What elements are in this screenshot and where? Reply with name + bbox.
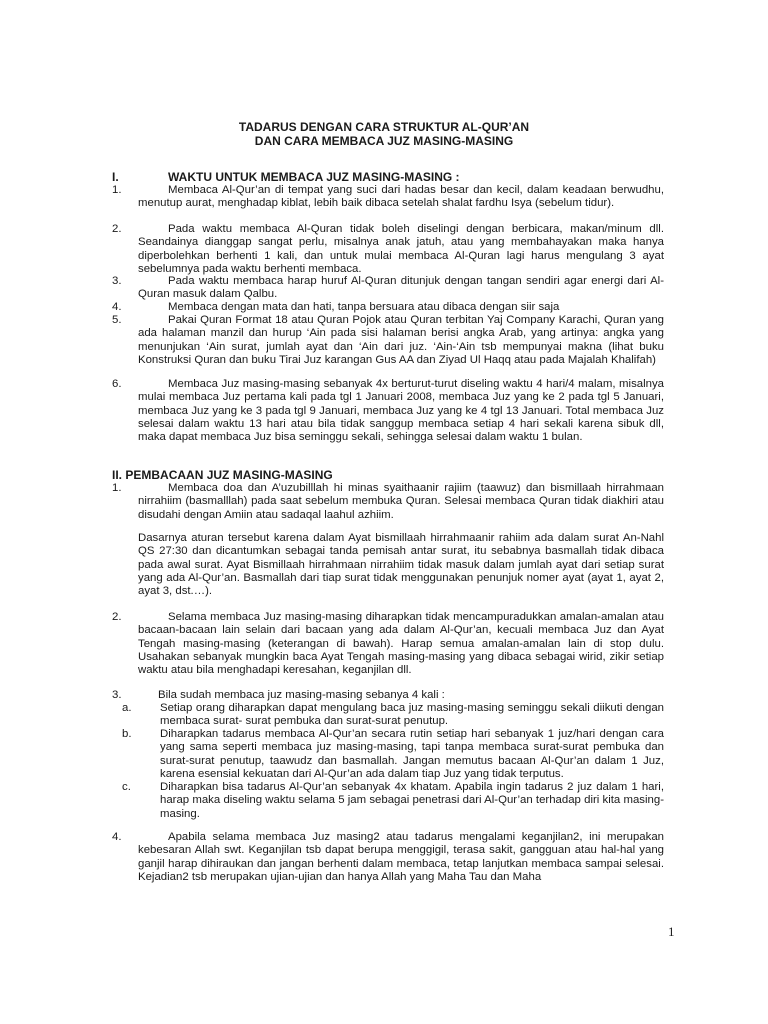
- section-2-item-3: [112, 689, 664, 702]
- section-2-heading: [112, 468, 333, 482]
- sub-item-text: Setiap orang diharapkan dapat mengulang baca juz masing-masing seminggu sekali diikuti dengan membaca surat- surat pembuka dan surat-surat penutup.: [160, 702, 664, 728]
- document-title-line-2: DAN CARA MEMBACA JUZ MASING-MASING: [254, 134, 514, 148]
- item-text: Bila sudah membaca juz masing-masing sebanya 4 kali :: [158, 689, 445, 701]
- sub-item-text: Diharapkan bisa tadarus Al-Qur’an sebanyak 4x khatam. Apabila ingin tadarus 2 juz dalam 1 hari, harap maka diseling waktu selama 5 jam sebagai penetrasi dari Al-Qur’an terhadap diri kita masing-masing.: [160, 781, 664, 820]
- item-number: 2.: [112, 611, 122, 623]
- item-text: Pakai Quran Format 18 atau Quran Pojok atau Quran terbitan Yaj Company Karachi, Quran yang ada halaman manzil dan hurup ‘Ain pada sisi halaman berisi angka Arab, yang artinya: angka yang menunjukan ‘Ain surat, jumlah ayat dan ‘Ain dari juz. ‘Ain-‘Ain tsb mempunyai makna (lihat buku Konstruksi Quran dan buku Tirai Juz karangan Gus AA dan Ziyad Ul Haqq atau pada Majalah Khalifah): [138, 314, 664, 366]
- sub-item-letter: c.: [122, 781, 131, 793]
- sub-item-text: Diharapkan tadarus membaca Al-Qur’an secara rutin setiap hari sebanyak 1 juz/hari dengan cara yang sama seperti membaca juz masing-masing, tapi tanpa membaca surat-surat pembuka dan surat-surat penutup, taawudz dan basmallah. Jangan memutus bacaan Al-Qur’an dalam 1 Juz, karena esensial kekuatan dari Al-Qur’an ada dalam tiap Juz yang tidak terputus.: [160, 728, 664, 780]
- item-text: Membaca Juz masing-masing sebanyak 4x berturut-turut diseling waktu 4 hari/4 malam, misalnya mulai membaca Juz pertama kali pada tgl 1 Januari 2008, membaca Juz yang ke 2 pada tgl 5 Januari, membaca Juz yang ke 3 pada tgl 9 Januari, membaca Juz yang ke 4 tgl 13 Januari. Total membaca Juz selesai dalam waktu 13 hari atau bila tidak sanggup membaca setiap 4 hari sekali karena sibuk dll, maka dapat membaca Juz bisa seminggu sekali, sehingga selesai dalam waktu 1 bulan.: [138, 378, 664, 444]
- item-text: Membaca Al-Qur’an di tempat yang suci dari hadas besar dan kecil, dalam keadaan berwudhu, menutup aurat, menghadap kiblat, lebih baik dibaca setelah shalat fardhu Isya (sebelum tidur).: [138, 184, 664, 210]
- sub-item-letter: b.: [122, 728, 132, 740]
- section-1-heading: [112, 170, 460, 184]
- item-text: Pada waktu membaca Al-Quran tidak boleh diselingi dengan berbicara, makan/minum dll. Seandainya dianggap sangat perlu, misalnya anak jatuh, atau yang membahayakan maka hanya diperbolehkan berhenti 1 kali, dan untuk mulai membaca Al-Quran lagi harus mengulang 3 ayat sebelumnya pada waktu berhenti membaca.: [138, 223, 664, 275]
- section-1-number: I.: [112, 170, 119, 184]
- page-number: 1: [668, 924, 675, 939]
- section-2-item-3-sub-b: [112, 728, 664, 781]
- item-text: Selama membaca Juz masing-masing diharapkan tidak mencampuradukkan amalan-amalan atau bacaan-bacaan lain selain dari bacaan yang ada dalam Al-Qur’an, kecuali membaca Juz dan Ayat Tengah masing-masing (keterangan di bawah). Harap semua amalan-amalan lain di stop dulu. Usahakan sebanyak mungkin baca Ayat Tengah masing-masing yang dibaca sebagai wirid, zikir setiap waktu atau bila menghadapi keresahan, keganjilan dll.: [138, 611, 664, 677]
- item-number: 3.: [112, 275, 122, 287]
- section-1-item-2: [112, 223, 664, 276]
- section-2-item-3-sub-c: [112, 781, 664, 821]
- item-text: Apabila selama membaca Juz masing2 atau tadarus mengalami keganjilan2, ini merupakan kebesaran Allah swt. Keganjilan tsb dapat berupa menggigil, terasa sakit, gangguan atau hal-hal yang ganjil harap dihiraukan dan jangan berhenti dalam membaca, tetap lanjutkan membaca sampai selesai. Kejadian2 tsb merupakan ujian-ujian dan hanya Allah yang Maha Tau dan Maha: [138, 831, 664, 883]
- section-1-item-5: [112, 314, 664, 367]
- section-2-title: PEMBACAAN JUZ MASING-MASING: [125, 468, 333, 482]
- item-number: 4.: [112, 831, 122, 843]
- item-number: 5.: [112, 314, 122, 326]
- section-1-title: WAKTU UNTUK MEMBACA JUZ MASING-MASING :: [168, 170, 460, 184]
- section-2-item-3-sub-a: [112, 702, 664, 729]
- section-1-item-1: [112, 184, 664, 211]
- section-1-item-3: [112, 275, 664, 302]
- document-title-line-1: TADARUS DENGAN CARA STRUKTUR AL-QUR’AN: [238, 120, 530, 134]
- item-text: Pada waktu membaca harap huruf Al-Quran ditunjuk dengan tangan sendiri agar energi dari Al-Quran masuk dalam Qalbu.: [138, 275, 664, 301]
- section-2-item-2: [112, 611, 664, 677]
- item-text: Membaca doa dan A’uzubilllah hi minas syaithaanir rajiim (taawuz) dan bismillaah hirrahmaan nirrahiim (basmalllah) pada saat sebelum membuka Quran. Selesai membaca Quran tidak diakhiri atau disudahi dengan Amiin atau sadaqal laahul azhiim.: [138, 482, 664, 521]
- item-number: 4.: [112, 301, 122, 313]
- section-1-item-6: [112, 378, 664, 444]
- item-number: 2.: [112, 223, 122, 235]
- item-number: 1.: [112, 184, 122, 196]
- section-1-item-4: [112, 301, 664, 314]
- section-2-item-1: [112, 482, 664, 522]
- section-2-item-1-explanation: Dasarnya aturan tersebut karena dalam Ayat bismillaah hirrahmaanir rahiim ada dalam surat An-Nahl QS 27:30 dan dicantumkan sebagai tanda pemisah antar surat, itu sebabnya basmallah tidak dibaca pada awal surat. Ayat Bismillaah hirrahmaan nirrahiim tidak masuk dalam jumlah ayat dari setiap surat yang ada Al-Qur’an. Basmallah dari tiap surat tidak menggunakan penunjuk nomer ayat (ayat 1, ayat 2, ayat 3, dst.…).: [138, 532, 664, 598]
- item-number: 1.: [112, 482, 122, 494]
- item-text: Membaca dengan mata dan hati, tanpa bersuara atau dibaca dengan siir saja: [168, 301, 560, 313]
- item-number: 6.: [112, 378, 122, 390]
- item-number: 3.: [112, 689, 122, 701]
- section-2-item-4: [112, 831, 664, 884]
- section-2-number: II.: [112, 468, 123, 482]
- sub-item-letter: a.: [122, 702, 132, 714]
